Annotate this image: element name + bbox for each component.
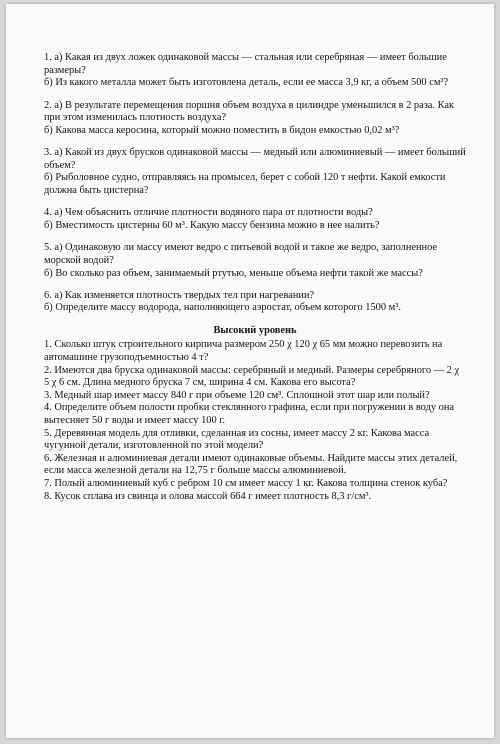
high-level-problems [44, 339, 466, 503]
high-problem-7: 7. Полый алюминиевый куб с ребром 10 см имеет массу 1 кг. Какова толщина стенок куба? [44, 478, 448, 489]
problem-4-part-b: б) Вместимость цистерны 60 м³. Какую массу бензина можно в нее налить? [44, 219, 380, 231]
problem-1-part-b: б) Из какого металла может быть изготовлена деталь, если ее масса 3,9 кг, а объем 500 см³? [44, 77, 449, 89]
high-problem-6: 6. Железная и алюминиевая детали имеют одинаковые объемы. Найдите массы этих деталей, если масса железной детали на 12,75 г больше массы алюминиевой. [44, 452, 458, 477]
problem-2-part-a: 2. а) В результате перемещения поршня объем воздуха в цилиндре уменьшился в 2 раза. Как при этом изменилась плотность воздуха? [44, 99, 455, 124]
problem-5-part-a: 5. а) Одинаковую ли массу имеют ведро с питьевой водой и такое же ведро, заполненное морской водой? [44, 242, 438, 266]
problem-3-part-a: 3. а) Какой из двух брусков одинаковой массы — медный или алюминиевый — имеет больший объем? [44, 147, 466, 171]
high-problem-2: 2. Имеются два бруска одинаковой массы: серебряный и медный. Размеры серебряного — 2 χ 5 χ 6 см. Длина медного бруска 7 см, ширина 4 см. Какова его высота? [44, 364, 460, 389]
high-problem-3: 3. Медный шар имеет массу 840 г при объеме 120 см³. Сплошной этот шар или полый? [44, 389, 430, 401]
problem-6 [44, 290, 466, 315]
high-problem-4: 4. Определите объем полости пробки стеклянного графина, если при погружении в воду она вытесняет 50 г воды и имеет массу 100 г. [44, 402, 455, 427]
high-problem-5: 5. Деревянная модель для отливки, сделанная из сосны, имеет массу 2 кг. Какова масса чугунной детали, изготовленной по этой модели? [44, 427, 430, 452]
high-problem-1: 1. Сколько штук строительного кирпича размером 250 χ 120 χ 65 мм можно перевозить на автомашине грузоподъемностью 4 т? [44, 339, 443, 364]
section-heading-high-level: Высокий уровень [213, 324, 297, 336]
worksheet-content [44, 52, 466, 503]
problem-4-part-a: 4. а) Чем объяснить отличие плотности водяного пара от плотности воды? [44, 207, 373, 219]
problem-3 [44, 147, 466, 197]
problem-1-part-a: 1. а) Какая из двух ложек одинаковой массы — стальная или серебряная — имеет большие размеры? [44, 52, 447, 76]
problem-5 [44, 242, 466, 280]
problem-2 [44, 100, 466, 138]
problem-6-part-a: 6. а) Как изменяется плотность твердых тел при нагревании? [44, 289, 315, 301]
problem-5-part-b: б) Во сколько раз объем, занимаемый ртутью, меньше объема нефти такой же массы? [44, 267, 423, 279]
document-page [6, 4, 494, 738]
problem-2-part-b: б) Какова масса керосина, который можно поместить в бидон емкостью 0,02 м³? [44, 124, 400, 136]
problem-1 [44, 52, 466, 90]
problem-3-part-b: б) Рыболовное судно, отправляясь на промысел, берет с собой 120 т нефти. Какой емкости должна быть цистерна? [44, 172, 446, 196]
high-problem-8: 8. Кусок сплава из свинца и олова массой 664 г имеет плотность 8,3 г/см³. [44, 490, 372, 502]
problem-6-part-b: б) Определите массу водорода, наполняющего аэростат, объем которого 1500 м³. [44, 302, 401, 314]
problem-4 [44, 207, 466, 232]
